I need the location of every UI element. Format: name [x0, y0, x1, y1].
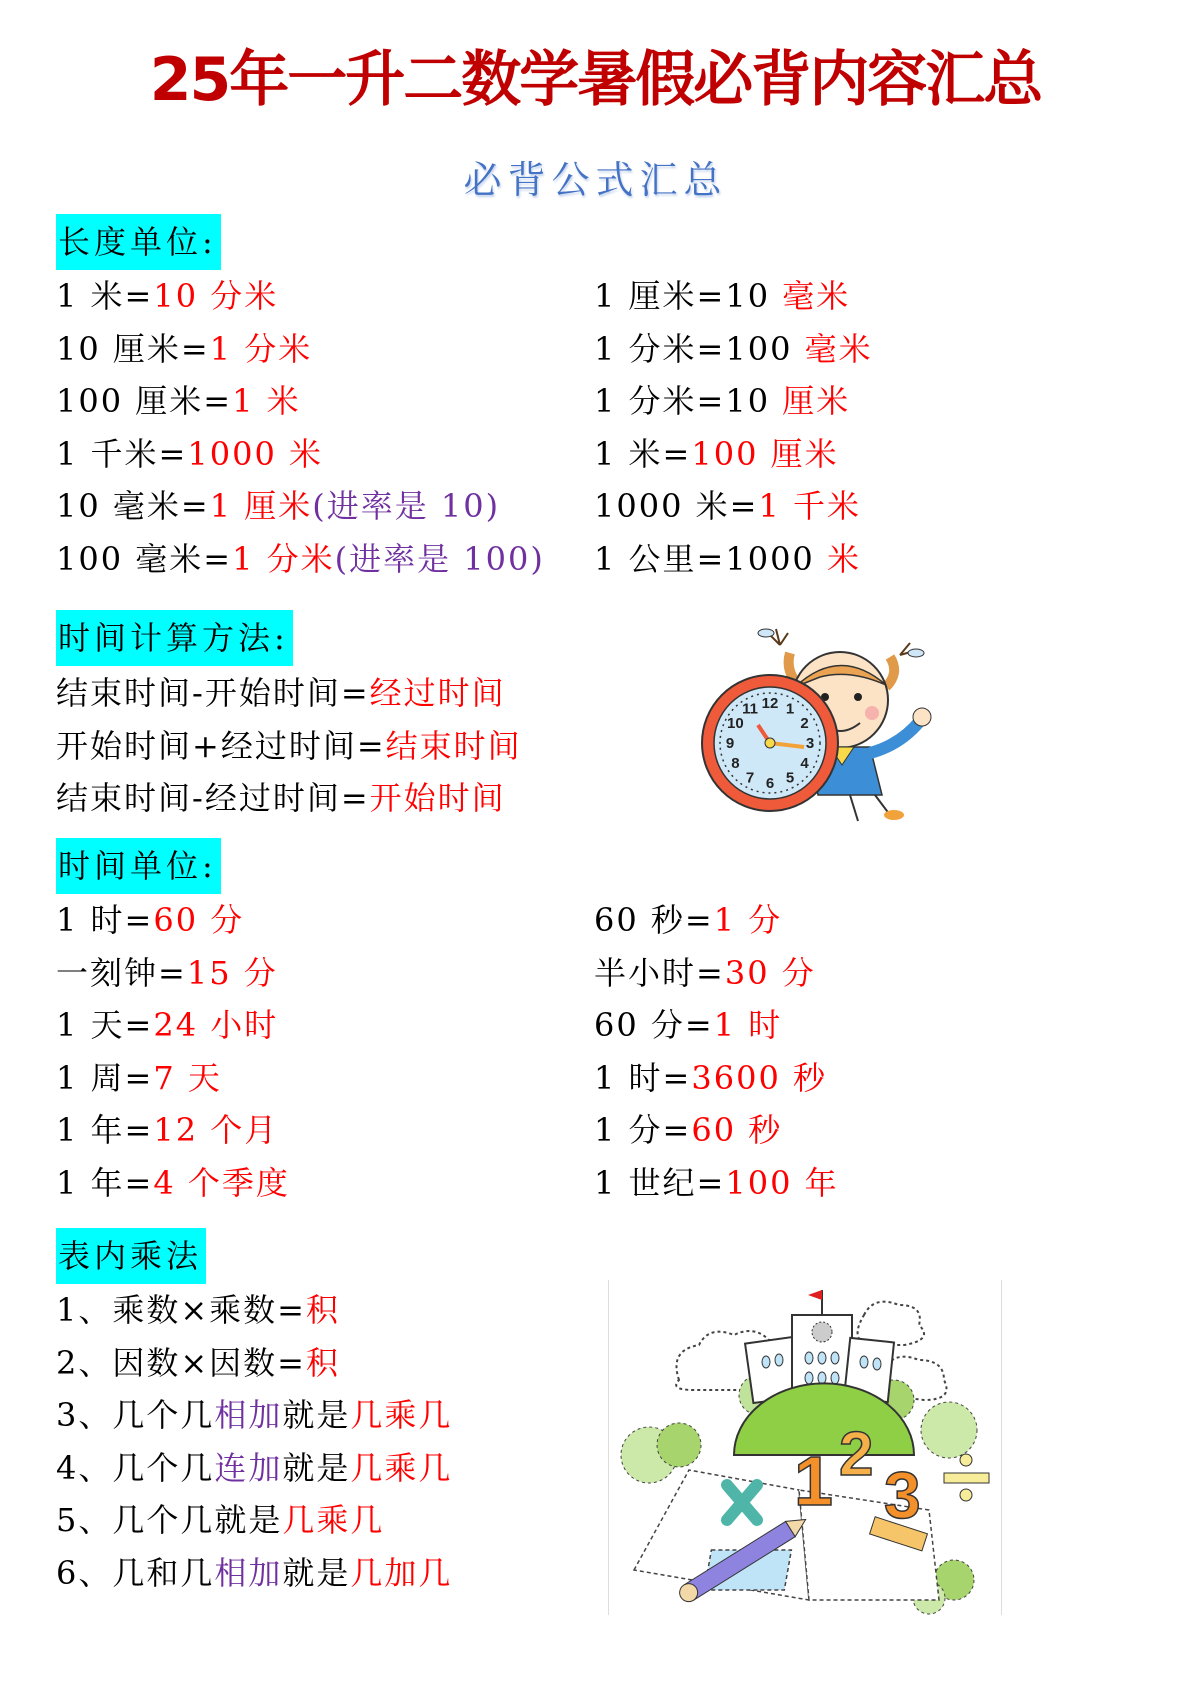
formula-text: 1 年= [56, 1111, 154, 1149]
formula-text: 1 分米=100 [594, 329, 805, 368]
formula-row [594, 426, 839, 482]
number-one-icon: 1 [794, 1442, 833, 1520]
formula-answer: 15 分 [186, 953, 278, 992]
formula-text: 60 秒= [594, 901, 714, 939]
clock-number: 12 [761, 695, 779, 712]
formula-row [56, 426, 323, 482]
formula-answer: 1000 米 [187, 434, 323, 473]
formula-row [594, 531, 861, 587]
formula-text: 10 厘米= [56, 329, 210, 368]
formula-row [56, 1102, 278, 1158]
formula-row [56, 531, 545, 587]
formula-answer: 3600 秒 [691, 1058, 827, 1097]
formula-row [56, 478, 500, 534]
formula-answer: 1 米 [232, 382, 301, 420]
formula-answer: 24 小时 [153, 1006, 279, 1044]
formula-text: 1 分= [594, 1111, 692, 1149]
section-heading-time-calc: 时间计算方法: [56, 610, 293, 666]
formula-text: 1 世纪= [594, 1163, 726, 1202]
formula-row [56, 1545, 452, 1601]
section-heading-length: 长度单位: [56, 214, 221, 270]
formula-row [594, 478, 861, 534]
formula-note: 相加 [214, 1396, 283, 1434]
formula-answer: 几乘几 [350, 1448, 453, 1487]
clock-icon [702, 675, 838, 811]
formula-row [56, 665, 506, 721]
formula-answer: 1 分 [713, 901, 783, 939]
formula-row [56, 268, 278, 324]
formula-row [594, 321, 873, 377]
formula-answer: 10 分米 [153, 277, 279, 315]
clock-number: 4 [800, 755, 809, 772]
formula-answer: 1 时 [713, 1006, 783, 1044]
formula-text: 1 千米= [56, 434, 188, 473]
number-two-icon: 2 [839, 1420, 874, 1489]
formula-answer: 7 天 [153, 1058, 222, 1097]
clock-number: 1 [785, 700, 795, 718]
formula-answer: 米 [826, 539, 861, 578]
clock-number: 3 [805, 735, 815, 752]
formula-row [594, 997, 782, 1053]
formula-row [56, 373, 301, 429]
formula-row [594, 268, 850, 324]
formula-row [56, 1282, 340, 1338]
formula-answer: 1 分米 [209, 329, 313, 368]
formula-row [594, 1050, 827, 1106]
clock-number: 6 [765, 775, 775, 792]
formula-note: (进率是 10) [312, 487, 501, 525]
formula-row [56, 718, 522, 774]
formula-note: 相加 [214, 1553, 283, 1592]
formula-answer: 60 秒 [691, 1111, 783, 1149]
clock-number: 8 [731, 755, 740, 772]
formula-text: 4、几个几 [56, 1448, 215, 1487]
formula-text: 1 分米=10 [594, 382, 783, 420]
formula-answer: 毫米 [782, 277, 851, 315]
page-title: 25年一升二数学暑假必背内容汇总 [149, 45, 1042, 115]
formula-answer: 经过时间 [369, 674, 506, 712]
formula-text: 3、几个几 [56, 1396, 215, 1434]
formula-row [56, 1050, 222, 1106]
formula-answer: 毫米 [804, 329, 873, 368]
formula-note: 连加 [214, 1448, 283, 1487]
formula-text: 1 天= [56, 1006, 154, 1044]
formula-text: 100 厘米= [56, 382, 233, 420]
formula-answer: 100 厘米 [691, 434, 839, 473]
formula-text: 1 时= [594, 1058, 692, 1097]
formula-row [56, 945, 278, 1001]
formula-row [594, 1102, 782, 1158]
formula-text: 1 米= [56, 277, 154, 315]
formula-row [56, 892, 244, 948]
clock-number: 5 [785, 769, 795, 787]
formula-row [594, 892, 782, 948]
formula-text: 一刻钟= [56, 953, 187, 992]
formula-answer: 60 分 [153, 901, 245, 939]
formula-text: 半小时= [594, 953, 725, 992]
section-heading-time-units: 时间单位: [56, 838, 221, 894]
formula-answer: 1 千米 [758, 487, 861, 525]
formula-row [56, 997, 278, 1053]
school-numbers-illustration [608, 1280, 1002, 1615]
formula-text: 1 时= [56, 901, 154, 939]
formula-answer: 1 分米 [232, 539, 335, 578]
formula-text: 60 分= [594, 1006, 714, 1044]
formula-answer: 厘米 [782, 382, 851, 420]
formula-row [56, 1155, 290, 1211]
formula-answer: 积 [306, 1343, 341, 1382]
formula-text: 1 年= [56, 1163, 154, 1202]
formula-text: 结束时间-经过时间= [56, 779, 370, 817]
formula-row [56, 1387, 452, 1443]
divide-sign-icon [944, 1454, 989, 1501]
formula-answer: 100 年 [725, 1163, 839, 1202]
formula-row [56, 1335, 340, 1391]
formula-text: 开始时间+经过时间= [56, 726, 386, 765]
formula-row [56, 1440, 452, 1496]
formula-row [56, 1492, 384, 1548]
formula-row [594, 1155, 839, 1211]
formula-text: 1 米= [594, 434, 692, 473]
page-subtitle: 必背公式汇总 [463, 158, 728, 202]
formula-text: 就是 [282, 1553, 351, 1592]
formula-note: (进率是 100) [334, 539, 545, 578]
formula-text: 5、几个几就是 [56, 1501, 283, 1539]
formula-row [594, 945, 816, 1001]
formula-text: 结束时间-开始时间= [56, 674, 370, 712]
formula-text: 10 毫米= [56, 487, 210, 525]
formula-answer: 4 个季度 [153, 1163, 290, 1202]
formula-text: 6、几和几 [56, 1553, 215, 1592]
formula-row [56, 321, 312, 377]
formula-text: 1 公里=1000 [594, 539, 827, 578]
clock-number: 7 [745, 769, 755, 787]
formula-answer: 几加几 [350, 1553, 453, 1592]
formula-text: 1000 米= [594, 487, 759, 525]
formula-text: 1、乘数×乘数= [56, 1291, 306, 1329]
clock-number: 11 [742, 700, 758, 718]
formula-answer: 12 个月 [153, 1111, 279, 1149]
formula-answer: 几乘几 [282, 1501, 385, 1539]
formula-text: 就是 [282, 1396, 351, 1434]
formula-text: 就是 [282, 1448, 351, 1487]
formula-answer: 30 分 [724, 953, 816, 992]
clock-number: 10 [727, 715, 744, 732]
formula-text: 100 毫米= [56, 539, 233, 578]
formula-answer: 积 [306, 1291, 341, 1329]
formula-answer: 开始时间 [369, 779, 506, 817]
formula-text: 1 周= [56, 1058, 154, 1097]
clock-number: 9 [725, 735, 735, 752]
section-heading-multiplication: 表内乘法 [56, 1228, 206, 1284]
formula-text: 2、因数×因数= [56, 1343, 306, 1382]
formula-row [56, 770, 506, 826]
number-three-icon: 3 [884, 1458, 921, 1532]
formula-answer: 几乘几 [350, 1396, 453, 1434]
formula-answer: 结束时间 [385, 726, 522, 765]
formula-row [594, 373, 850, 429]
clock-number: 2 [800, 715, 809, 732]
formula-text: 1 厘米=10 [594, 277, 783, 315]
formula-answer: 1 厘米 [209, 487, 313, 525]
girl-with-clock-illustration [700, 625, 950, 825]
